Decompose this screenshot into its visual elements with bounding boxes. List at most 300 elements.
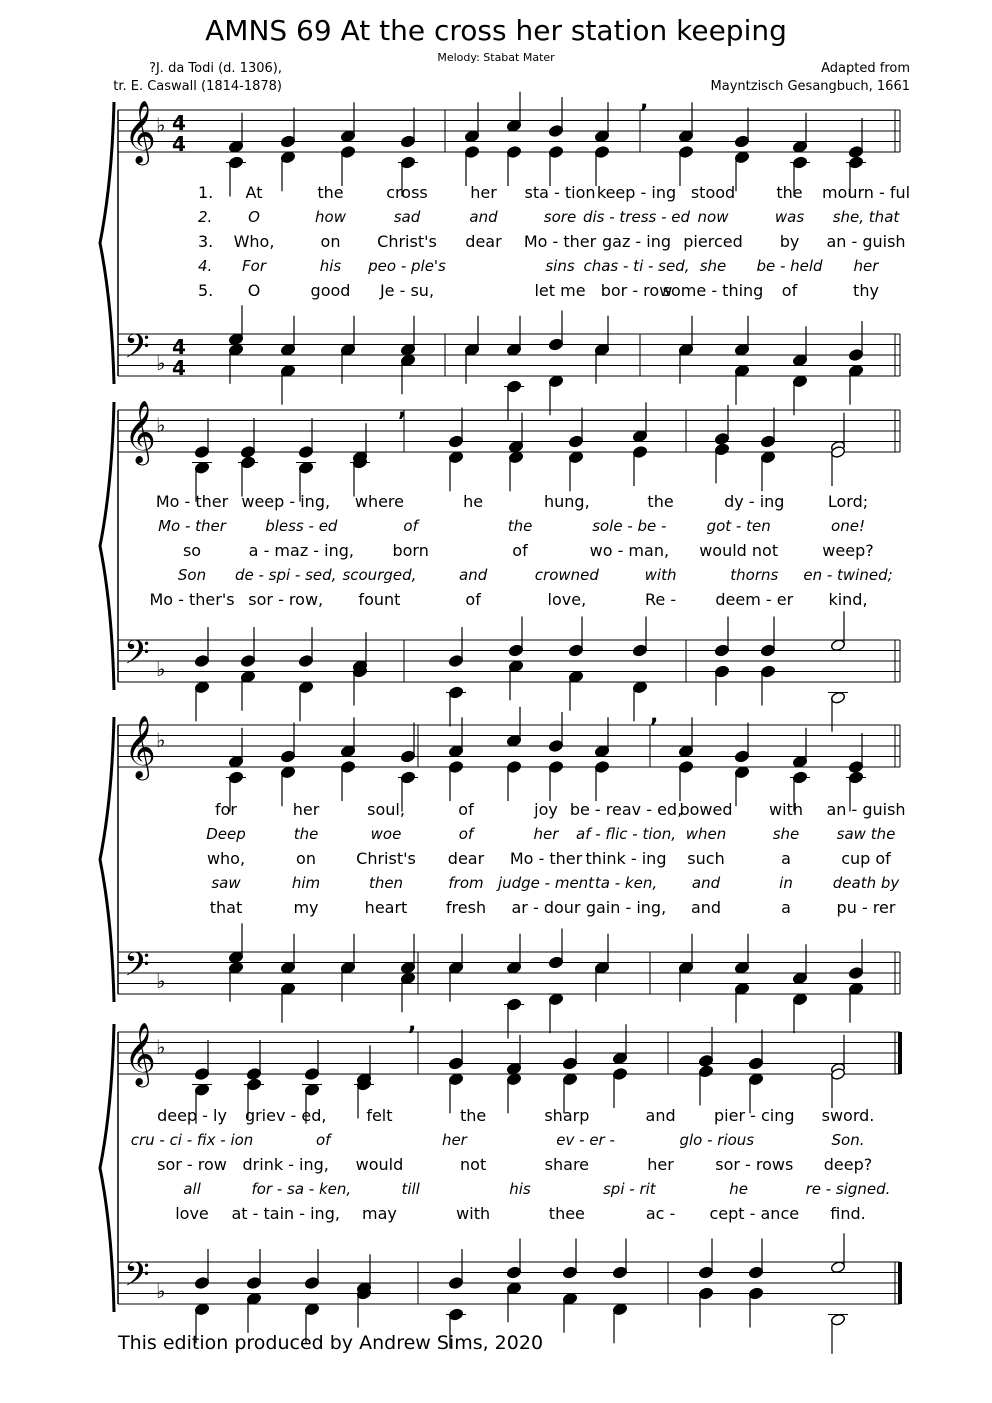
lyric-syllable: For bbox=[242, 256, 266, 275]
system-2-alto-note bbox=[760, 451, 775, 464]
system-3-bass-note bbox=[280, 982, 295, 995]
lyric-syllable: when bbox=[685, 824, 727, 843]
lyric-line bbox=[0, 492, 992, 516]
system-4-bass-note bbox=[612, 1303, 627, 1316]
lyric-syllable: her bbox=[470, 183, 497, 202]
lyric-syllable: Mo - ther bbox=[158, 516, 226, 535]
lyric-syllable: find. bbox=[830, 1204, 866, 1223]
lyric-syllable: scourged, bbox=[342, 565, 417, 584]
lyric-syllable: saw the bbox=[836, 824, 896, 843]
system-2-key-flat-bass: ♭ bbox=[156, 657, 166, 681]
system-4-bass-note bbox=[194, 1303, 209, 1316]
system-3-key-flat-bass: ♭ bbox=[156, 969, 166, 993]
system-4-alto-note bbox=[562, 1073, 577, 1086]
lyric-syllable: till bbox=[401, 1179, 420, 1198]
system-3-tenor-note bbox=[228, 951, 243, 964]
lyric-syllable: griev - ed, bbox=[244, 1106, 327, 1125]
system-2-bass-note bbox=[240, 670, 255, 683]
system-1-bass-note bbox=[400, 354, 415, 367]
system-2-alto-note bbox=[714, 443, 729, 456]
lyric-syllable: for bbox=[215, 800, 237, 819]
lyric-syllable: thee bbox=[548, 1204, 585, 1223]
system-3-alto-note bbox=[506, 760, 521, 773]
lyric-syllable: woe bbox=[370, 824, 402, 843]
lyric-syllable: then bbox=[368, 873, 404, 892]
lyric-syllable: with bbox=[456, 1204, 491, 1223]
lyric-syllable: Christ's bbox=[377, 232, 437, 251]
system-2-soprano-note bbox=[448, 435, 463, 448]
system-4-key-flat-bass: ♭ bbox=[156, 1279, 166, 1303]
lyric-syllable: with bbox=[769, 800, 803, 819]
system-3-soprano-note bbox=[448, 745, 463, 758]
system-1-bass-clef: 𝄢 bbox=[124, 328, 150, 374]
lyric-syllable: chas - ti - sed, bbox=[583, 256, 690, 275]
lyric-syllable: and bbox=[459, 565, 488, 584]
system-4-soprano-note bbox=[246, 1067, 261, 1080]
lyric-syllable: deep - ly bbox=[157, 1106, 227, 1125]
lyric-syllable: O bbox=[248, 207, 260, 226]
system-4-tenor-note bbox=[506, 1266, 521, 1279]
lyric-syllable: would not bbox=[699, 541, 779, 560]
lyric-syllable: a bbox=[781, 898, 791, 917]
system-1-soprano-note bbox=[734, 135, 749, 148]
system-2-alto-note bbox=[632, 445, 647, 458]
lyric-syllable: may bbox=[361, 1204, 397, 1223]
source-line-1: Adapted from bbox=[821, 61, 910, 76]
lyric-syllable: bor - row bbox=[600, 281, 673, 300]
lyric-syllable: sor - row, bbox=[248, 590, 324, 609]
lyric-syllable: sole - be - bbox=[592, 516, 667, 535]
system-3-alto-note bbox=[280, 766, 295, 779]
lyric-syllable: thy bbox=[853, 281, 879, 300]
system-3-soprano-note bbox=[506, 734, 521, 747]
lyric-syllable: Son bbox=[177, 565, 207, 584]
system-3-soprano-note bbox=[340, 745, 355, 758]
lyric-syllable: let me bbox=[534, 281, 586, 300]
lyric-syllable: by bbox=[779, 232, 800, 251]
system-1-key-flat-bass: ♭ bbox=[156, 351, 166, 375]
system-3-soprano-note bbox=[400, 750, 415, 763]
breath-mark: , bbox=[408, 1011, 417, 1036]
lyric-syllable: the bbox=[460, 1106, 487, 1125]
lyric-syllable: bless - ed bbox=[265, 516, 338, 535]
lyric-syllable: cross bbox=[386, 183, 428, 202]
lyric-syllable: in bbox=[779, 873, 793, 892]
system-3-bass-note bbox=[400, 972, 415, 985]
system-2-soprano-note bbox=[298, 445, 313, 458]
system-2-tenor-note bbox=[760, 644, 775, 657]
lyric-syllable: got - ten bbox=[706, 516, 771, 535]
system-1-tenor-note bbox=[734, 343, 749, 356]
system-4-alto-note bbox=[612, 1067, 627, 1080]
system-3-soprano-note bbox=[228, 755, 243, 768]
lyric-syllable: judge - ment bbox=[497, 873, 595, 892]
lyric-syllable: Je - su, bbox=[379, 281, 435, 300]
lyric-syllable: sor - row bbox=[157, 1155, 227, 1174]
lyric-syllable: sad bbox=[393, 207, 421, 226]
system-1-soprano-note bbox=[594, 130, 609, 143]
system-4-alto-note bbox=[448, 1073, 463, 1086]
lyric-line bbox=[0, 257, 992, 281]
lyric-syllable: glo - rious bbox=[679, 1130, 755, 1149]
lyric-syllable: deep? bbox=[823, 1155, 873, 1174]
lyric-syllable: one! bbox=[831, 516, 865, 535]
lyric-syllable: on bbox=[320, 232, 341, 251]
system-2-tenor-note bbox=[632, 644, 647, 657]
lyric-syllable: cup of bbox=[841, 849, 891, 868]
lyric-syllable: and bbox=[690, 898, 722, 917]
lyric-syllable: ta - ken, bbox=[594, 873, 658, 892]
system-3-bass-note bbox=[448, 961, 463, 974]
lyric-syllable: the bbox=[776, 183, 803, 202]
lyric-syllable: and bbox=[645, 1106, 676, 1125]
lyric-syllable: Lord; bbox=[827, 492, 869, 511]
system-4-tenor-note bbox=[612, 1266, 627, 1279]
system-2-tenor-note bbox=[714, 644, 729, 657]
lyric-syllable: crowned bbox=[534, 565, 599, 584]
system-2-bass-note bbox=[298, 681, 313, 694]
system-1-alto-note bbox=[678, 145, 693, 158]
system-2-soprano-note bbox=[508, 440, 523, 453]
lyric-syllable: At bbox=[245, 183, 263, 202]
system-4-tenor-note bbox=[562, 1266, 577, 1279]
system-2-alto-note bbox=[194, 461, 209, 474]
system-3-soprano-note bbox=[792, 755, 807, 768]
lyric-syllable: of bbox=[458, 800, 474, 819]
lyric-syllable: Mo - ther's bbox=[149, 590, 235, 609]
verse-number: 3. bbox=[198, 232, 214, 251]
system-3-bass-note bbox=[340, 961, 355, 974]
lyric-syllable: re - signed. bbox=[805, 1179, 891, 1198]
verse-number: 4. bbox=[198, 256, 213, 275]
lyric-syllable: love bbox=[175, 1204, 209, 1223]
system-3-alto-note bbox=[678, 760, 693, 773]
system-2-soprano-note bbox=[714, 432, 729, 445]
lyric-syllable: the bbox=[317, 183, 344, 202]
lyric-syllable: wo - man, bbox=[589, 541, 670, 560]
lyric-syllable: of bbox=[458, 824, 474, 843]
system-3-tenor-note bbox=[506, 961, 521, 974]
system-3-treble-clef: 𝄞 bbox=[124, 715, 156, 778]
system-3-key-flat-treble: ♭ bbox=[156, 728, 166, 752]
lyric-syllable: not bbox=[460, 1155, 487, 1174]
lyric-syllable: Son. bbox=[831, 1130, 865, 1149]
lyric-syllable: sins bbox=[545, 256, 575, 275]
lyric-syllable: think - ing bbox=[585, 849, 667, 868]
lyric-syllable: an - guish bbox=[826, 232, 906, 251]
lyric-syllable: all bbox=[183, 1179, 201, 1198]
system-4-tenor-note bbox=[448, 1276, 463, 1289]
author-line-1: ?J. da Todi (d. 1306), bbox=[149, 61, 282, 76]
system-1-soprano-note bbox=[506, 119, 521, 132]
lyric-syllable: him bbox=[291, 873, 321, 892]
system-1-alto-note bbox=[594, 145, 609, 158]
system-2-bass-note bbox=[568, 670, 583, 683]
lyric-line bbox=[0, 281, 992, 305]
lyric-syllable: af - flic - tion, bbox=[576, 824, 676, 843]
breath-mark: , bbox=[640, 89, 649, 114]
lyric-line bbox=[0, 232, 992, 256]
lyric-syllable: of bbox=[403, 516, 418, 535]
lyric-syllable: pier - cing bbox=[714, 1106, 795, 1125]
system-1-alto-note bbox=[340, 145, 355, 158]
system-1-tenor-note bbox=[506, 343, 521, 356]
system-1-tenor-note bbox=[280, 343, 295, 356]
lyric-syllable: she bbox=[699, 256, 727, 275]
system-2-tenor-note bbox=[448, 654, 463, 667]
lyric-syllable: good bbox=[310, 281, 351, 300]
lyric-syllable: heart bbox=[364, 898, 408, 917]
lyric-syllable: and bbox=[469, 207, 498, 226]
system-4-tenor-note bbox=[304, 1276, 319, 1289]
breath-mark: , bbox=[398, 397, 407, 422]
system-4-soprano-note bbox=[562, 1057, 577, 1070]
lyric-syllable: sor - rows bbox=[715, 1155, 794, 1174]
lyric-syllable: gain - ing, bbox=[585, 898, 667, 917]
lyric-syllable: sore bbox=[543, 207, 577, 226]
system-1-bass-note bbox=[734, 364, 749, 377]
system-4-tenor-note bbox=[698, 1266, 713, 1279]
source-line-2: Mayntzisch Gesangbuch, 1661 bbox=[710, 79, 910, 94]
lyric-syllable: he bbox=[729, 1179, 749, 1198]
lyric-syllable: spi - rit bbox=[602, 1179, 656, 1198]
lyric-syllable: death by bbox=[832, 873, 900, 892]
system-4-bass-note bbox=[506, 1282, 521, 1295]
system-4-tenor-note bbox=[748, 1266, 763, 1279]
lyric-syllable: for - sa - ken, bbox=[251, 1179, 352, 1198]
system-2-soprano-note bbox=[760, 435, 775, 448]
system-2-bass-clef: 𝄢 bbox=[124, 634, 150, 680]
system-1-key-flat-treble: ♭ bbox=[156, 113, 166, 137]
lyric-syllable: a - maz - ing, bbox=[248, 541, 354, 560]
system-1-alto-note bbox=[280, 151, 295, 164]
system-4-bass-note bbox=[562, 1292, 577, 1305]
system-3-alto-note bbox=[594, 760, 609, 773]
lyric-syllable: thorns bbox=[730, 565, 779, 584]
system-2-bass-note bbox=[714, 665, 729, 678]
lyric-syllable: at - tain - ing, bbox=[231, 1204, 340, 1223]
system-3-tenor-note bbox=[848, 966, 863, 979]
lyric-syllable: dis - tress - ed bbox=[582, 207, 691, 226]
system-3-bass-note bbox=[734, 982, 749, 995]
system-4-treble-clef: 𝄞 bbox=[124, 1022, 156, 1085]
system-3-alto-note bbox=[340, 760, 355, 773]
system-4-bass-clef: 𝄢 bbox=[124, 1256, 150, 1302]
lyric-syllable: hung, bbox=[544, 492, 590, 511]
system-4-tenor-note bbox=[246, 1276, 261, 1289]
lyric-line bbox=[0, 541, 992, 565]
lyric-syllable: she bbox=[772, 824, 800, 843]
system-1-soprano-note bbox=[548, 124, 563, 137]
system-3-tenor-note bbox=[548, 956, 563, 969]
lyric-syllable: was bbox=[774, 207, 805, 226]
lyric-syllable: some - thing bbox=[662, 281, 764, 300]
system-4-alto-note bbox=[506, 1073, 521, 1086]
system-1-soprano-note bbox=[848, 145, 863, 158]
lyric-syllable: peo - ple's bbox=[368, 256, 446, 275]
system-4-soprano-note bbox=[304, 1067, 319, 1080]
lyric-syllable: with bbox=[644, 565, 677, 584]
lyric-syllable: of bbox=[315, 1130, 331, 1149]
system-1-tenor-note bbox=[848, 348, 863, 361]
lyric-syllable: fount bbox=[358, 590, 401, 609]
system-1-soprano-note bbox=[228, 140, 243, 153]
lyric-syllable: Christ's bbox=[356, 849, 416, 868]
lyric-syllable: sta - tion bbox=[524, 183, 596, 202]
lyric-syllable: her bbox=[647, 1155, 674, 1174]
lyric-line bbox=[0, 590, 992, 614]
system-2-tenor-note bbox=[508, 644, 523, 657]
system-4-bass-note bbox=[246, 1292, 261, 1305]
system-2-soprano-note bbox=[632, 430, 647, 443]
lyric-syllable: such bbox=[687, 849, 725, 868]
system-2-alto-note bbox=[298, 461, 313, 474]
lyric-syllable: Mo - ther bbox=[523, 232, 597, 251]
system-2-tenor-note bbox=[298, 654, 313, 667]
system-3-bass-note bbox=[678, 961, 693, 974]
system-2-tenor-note bbox=[194, 654, 209, 667]
system-1-bass-note bbox=[792, 375, 807, 388]
lyric-syllable: born bbox=[392, 541, 429, 560]
lyric-syllable: weep? bbox=[822, 541, 874, 560]
time-signature-top: 4 bbox=[172, 335, 186, 359]
lyric-syllable: her bbox=[853, 256, 879, 275]
system-1-tenor-note bbox=[228, 333, 243, 346]
system-4-alto-note bbox=[748, 1073, 763, 1086]
system-4-bass-note bbox=[698, 1287, 713, 1300]
lyric-syllable: now bbox=[697, 207, 729, 226]
lyric-syllable: de - spi - sed, bbox=[234, 565, 337, 584]
lyric-syllable: love, bbox=[547, 590, 587, 609]
lyric-syllable: joy bbox=[534, 800, 558, 819]
lyric-syllable: where bbox=[354, 492, 404, 511]
system-2-soprano-note bbox=[194, 445, 209, 458]
system-1-alto-note bbox=[734, 151, 749, 164]
system-1-tenor-note bbox=[548, 338, 563, 351]
lyric-syllable: on bbox=[296, 849, 316, 868]
lyric-syllable: she, that bbox=[832, 207, 900, 226]
lyric-syllable: weep - ing, bbox=[241, 492, 331, 511]
system-2-soprano-note bbox=[240, 445, 255, 458]
system-1-soprano-note bbox=[400, 135, 415, 148]
system-4-alto-note bbox=[304, 1083, 319, 1096]
lyric-syllable: who, bbox=[206, 849, 246, 868]
author-line-2: tr. E. Caswall (1814-1878) bbox=[113, 79, 282, 94]
lyric-syllable: and bbox=[691, 873, 721, 892]
system-1-tenor-note bbox=[792, 354, 807, 367]
lyric-syllable: how bbox=[315, 207, 346, 226]
time-signature-bottom: 4 bbox=[172, 356, 186, 380]
melody-name: Melody: Stabat Mater bbox=[437, 51, 555, 64]
lyric-syllable: en - twined; bbox=[803, 565, 893, 584]
system-2-alto-note bbox=[448, 451, 463, 464]
verse-number: 1. bbox=[198, 183, 214, 202]
system-4-key-flat-treble: ♭ bbox=[156, 1035, 166, 1059]
lyric-syllable: share bbox=[544, 1155, 590, 1174]
lyric-syllable: be - held bbox=[756, 256, 823, 275]
lyric-syllable: of bbox=[465, 590, 481, 609]
lyric-syllable: keep - ing bbox=[596, 183, 677, 202]
system-2-tenor-note bbox=[240, 654, 255, 667]
system-3-soprano-note bbox=[548, 739, 563, 752]
lyric-syllable: ac - bbox=[645, 1204, 676, 1223]
system-3-alto-note bbox=[548, 760, 563, 773]
system-2-soprano-note bbox=[568, 435, 583, 448]
system-1-bass-note bbox=[464, 343, 479, 356]
lyric-line bbox=[0, 825, 992, 849]
lyric-line bbox=[0, 208, 992, 232]
system-1-bass-note bbox=[548, 375, 563, 388]
system-2-bass-note bbox=[632, 681, 647, 694]
lyric-syllable: that bbox=[209, 898, 243, 917]
lyric-line bbox=[0, 898, 992, 922]
system-4-bass-note bbox=[304, 1303, 319, 1316]
lyric-line bbox=[0, 1131, 992, 1155]
system-3-soprano-note bbox=[280, 750, 295, 763]
lyric-syllable: a bbox=[781, 849, 791, 868]
system-1-bass-note bbox=[340, 343, 355, 356]
system-3-alto-note bbox=[734, 766, 749, 779]
system-3-bass-note bbox=[792, 993, 807, 1006]
edition-credit: This edition produced by Andrew Sims, 2020 bbox=[118, 1332, 544, 1354]
lyric-syllable: his bbox=[509, 1179, 531, 1198]
system-3-soprano-note bbox=[734, 750, 749, 763]
system-3-soprano-note bbox=[594, 745, 609, 758]
lyric-syllable: Deep bbox=[206, 824, 246, 843]
breath-mark: , bbox=[650, 703, 659, 728]
hymn-title: AMNS 69 At the cross her station keeping bbox=[205, 14, 787, 47]
lyric-line bbox=[0, 1106, 992, 1130]
lyric-syllable: Mo - ther bbox=[509, 849, 583, 868]
system-2-key-flat-treble: ♭ bbox=[156, 413, 166, 437]
system-1-soprano-note bbox=[464, 130, 479, 143]
lyric-syllable: the bbox=[647, 492, 674, 511]
lyric-syllable: be - reav - ed, bbox=[569, 800, 683, 819]
system-1-alto-note bbox=[506, 145, 521, 158]
system-2-bass-note bbox=[508, 660, 523, 673]
lyric-syllable: Mo - ther bbox=[155, 492, 229, 511]
system-3-alto-note bbox=[448, 760, 463, 773]
time-signature-bottom: 4 bbox=[172, 132, 186, 156]
system-4-tenor-note bbox=[830, 1261, 845, 1274]
system-4-soprano-note bbox=[612, 1052, 627, 1065]
lyric-syllable: from bbox=[448, 873, 484, 892]
system-3-tenor-note bbox=[280, 961, 295, 974]
system-2-tenor-note bbox=[830, 639, 845, 652]
lyric-syllable: felt bbox=[366, 1106, 393, 1125]
system-4-soprano-note bbox=[748, 1057, 763, 1070]
system-3-bass-note bbox=[548, 993, 563, 1006]
lyric-line bbox=[0, 517, 992, 541]
system-2-alto-note bbox=[568, 451, 583, 464]
system-4-soprano-note bbox=[506, 1062, 521, 1075]
lyric-syllable: saw bbox=[211, 873, 241, 892]
lyric-syllable: his bbox=[319, 256, 342, 275]
system-4-tenor-note bbox=[194, 1276, 209, 1289]
lyric-line bbox=[0, 183, 992, 207]
lyric-syllable: of bbox=[512, 541, 528, 560]
system-1-alto-note bbox=[548, 145, 563, 158]
system-2-bass-note bbox=[760, 665, 775, 678]
system-4-alto-note bbox=[194, 1083, 209, 1096]
system-3-soprano-note bbox=[678, 745, 693, 758]
lyric-syllable: drink - ing, bbox=[242, 1155, 329, 1174]
lyric-syllable: soul, bbox=[367, 800, 405, 819]
system-1-soprano-note bbox=[340, 130, 355, 143]
system-2-bass-note bbox=[194, 681, 209, 694]
system-2-bass-note bbox=[830, 691, 845, 704]
lyric-syllable: stood bbox=[690, 183, 736, 202]
